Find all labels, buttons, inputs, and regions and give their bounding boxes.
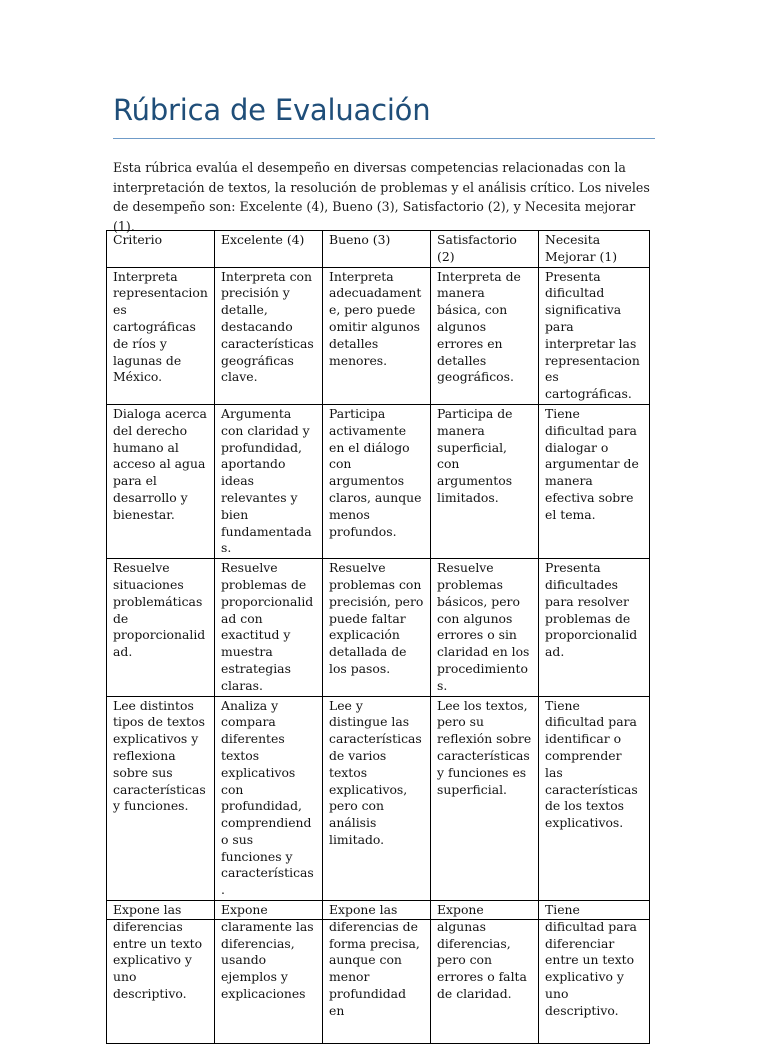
table-cell-criterio: Resuelve situaciones problemáticas de proporcionalidad. xyxy=(107,559,215,696)
table-cell-excelente: Analiza y compara diferentes textos explicativos con profundidad, comprendiendo sus funciones y características. xyxy=(215,696,323,901)
table-cell-criterio: Interpreta representaciones cartográficas de ríos y lagunas de México. xyxy=(107,267,215,404)
table-cell-necesita-mejorar: Presenta dificultades para resolver problemas de proporcionalidad. xyxy=(539,559,650,696)
table-header-row xyxy=(107,231,650,268)
header-cell-satisfactorio: Satisfactorio (2) xyxy=(431,231,539,268)
table-cell-bueno: Interpreta adecuadamente, pero puede omitir algunos detalles menores. xyxy=(323,267,431,404)
table-cell-excelente: Argumenta con claridad y profundidad, aportando ideas relevantes y bien fundamentadas. xyxy=(215,404,323,558)
table-cell-necesita-mejorar: Tiene dificultad para dialogar o argumentar de manera efectiva sobre el tema. xyxy=(539,404,650,558)
table-cell-excelente: Resuelve problemas de proporcionalidad con exactitud y muestra estrategias claras. xyxy=(215,559,323,696)
table-cell-bueno: Lee y distingue las características de varios textos explicativos, pero con análisis limitado. xyxy=(323,696,431,901)
table-cell-satisfactorio: Resuelve problemas básicos, pero con algunos errores o sin claridad en los procedimientos. xyxy=(431,559,539,696)
intro-paragraph: Esta rúbrica evalúa el desempeño en diversas competencias relacionadas con la interpretación de textos, la resolución de problemas y el análisis crítico. Los niveles de desempeño son: Excelente (4), Bueno (3), Satisfactorio (2), y Necesita mejorar (1). xyxy=(113,160,650,234)
table-cell-necesita-mejorar: Tiene dificultad para identificar o comprender las características de los textos explicativos. xyxy=(539,696,650,901)
table-cell-satisfactorio: Lee los textos, pero su reflexión sobre características y funciones es superficial. xyxy=(431,696,539,901)
table-cell-excelente: Expone claramente las diferencias, usando ejemplos y explicaciones xyxy=(215,901,323,1044)
table-cell-satisfactorio: Expone algunas diferencias, pero con errores o falta de claridad. xyxy=(431,901,539,1044)
rubric-table xyxy=(106,230,650,1044)
table-cell-bueno: Expone las diferencias de forma precisa, aunque con menor profundidad en xyxy=(323,901,431,1044)
table-row xyxy=(107,696,650,901)
table-cell-bueno: Resuelve problemas con precisión, pero puede faltar explicación detallada de los pasos. xyxy=(323,559,431,696)
header-cell-excelente: Excelente (4) xyxy=(215,231,323,268)
table-row xyxy=(107,404,650,558)
table-cell-bueno: Participa activamente en el diálogo con argumentos claros, aunque menos profundos. xyxy=(323,404,431,558)
table-cell-satisfactorio: Participa de manera superficial, con argumentos limitados. xyxy=(431,404,539,558)
table-cell-satisfactorio: Interpreta de manera básica, con algunos errores en detalles geográficos. xyxy=(431,267,539,404)
table-cell-criterio: Dialoga acerca del derecho humano al acceso al agua para el desarrollo y bienestar. xyxy=(107,404,215,558)
header-cell-necesita-mejorar: Necesita Mejorar (1) xyxy=(539,231,650,268)
rubric-table-container xyxy=(106,230,649,1018)
table-row xyxy=(107,267,650,404)
table-row xyxy=(107,559,650,696)
table-cell-necesita-mejorar: Tiene dificultad para diferenciar entre un texto explicativo y uno descriptivo. xyxy=(539,901,650,1044)
table-cell-criterio: Expone las diferencias entre un texto explicativo y uno descriptivo. xyxy=(107,901,215,1044)
table-cell-excelente: Interpreta con precisión y detalle, destacando características geográficas clave. xyxy=(215,267,323,404)
title-underline xyxy=(113,138,655,139)
document-title: Rúbrica de Evaluación xyxy=(113,93,431,127)
header-cell-criterio: Criterio xyxy=(107,231,215,268)
table-cell-criterio: Lee distintos tipos de textos explicativos y reflexiona sobre sus características y funciones. xyxy=(107,696,215,901)
table-row xyxy=(107,901,650,1044)
header-cell-bueno: Bueno (3) xyxy=(323,231,431,268)
table-cell-necesita-mejorar: Presenta dificultad significativa para interpretar las representaciones cartográficas. xyxy=(539,267,650,404)
